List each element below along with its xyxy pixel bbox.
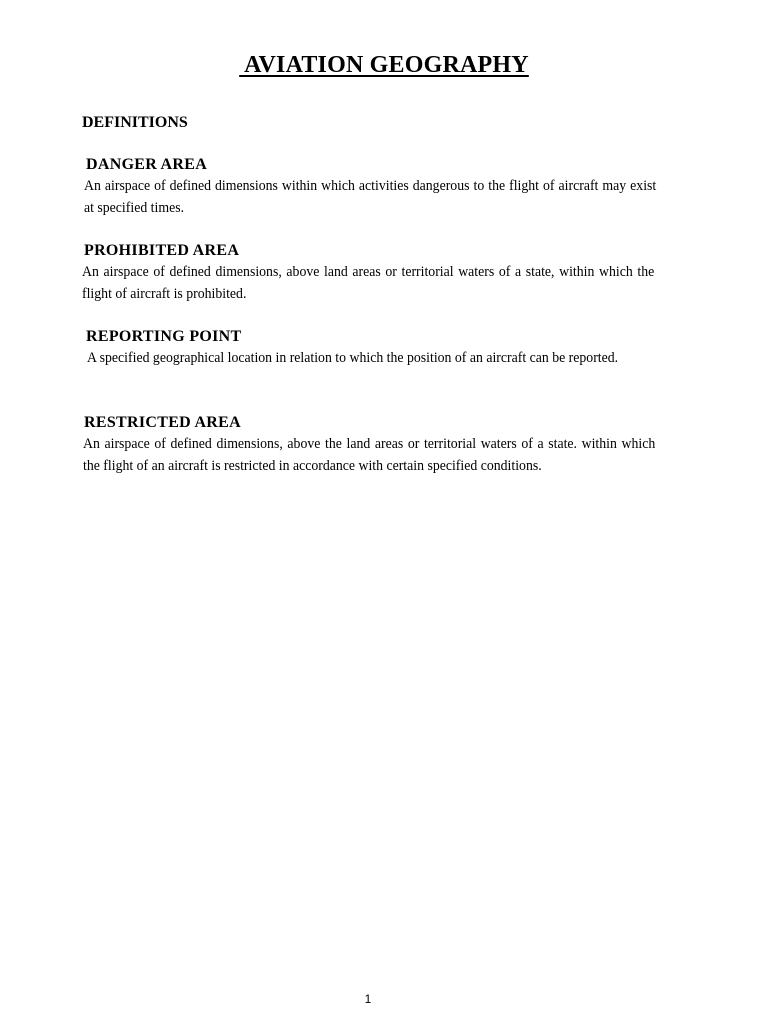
definition-restricted-area (84, 414, 656, 477)
definition-prohibited-area (84, 242, 656, 305)
definition-danger-area (86, 156, 658, 219)
term-definition: An airspace of defined dimensions, above land areas or territorial waters of a state, within which the flight of aircraft is prohibited. (82, 264, 655, 302)
term-name: REPORTING POINT (86, 328, 242, 345)
document-title-text: AVIATION GEOGRAPHY (239, 52, 529, 78)
document-title (0, 52, 768, 79)
term-definition: A specified geographical location in relation to which the position of an aircraft can be reported. (87, 350, 619, 366)
term-name: RESTRICTED AREA (84, 414, 241, 431)
term-name: PROHIBITED AREA (84, 242, 240, 259)
term-name: DANGER AREA (86, 156, 208, 173)
page-number: 1 (364, 992, 372, 1006)
definition-reporting-point (86, 328, 658, 370)
section-heading-definitions: DEFINITIONS (82, 114, 188, 131)
term-definition: An airspace of defined dimensions, above the land areas or territorial waters of a state. within which the flight of an aircraft is restricted in accordance with certain specified conditions. (83, 436, 656, 474)
term-definition: An airspace of defined dimensions within which activities dangerous to the flight of aircraft may exist at specified times. (84, 178, 657, 216)
